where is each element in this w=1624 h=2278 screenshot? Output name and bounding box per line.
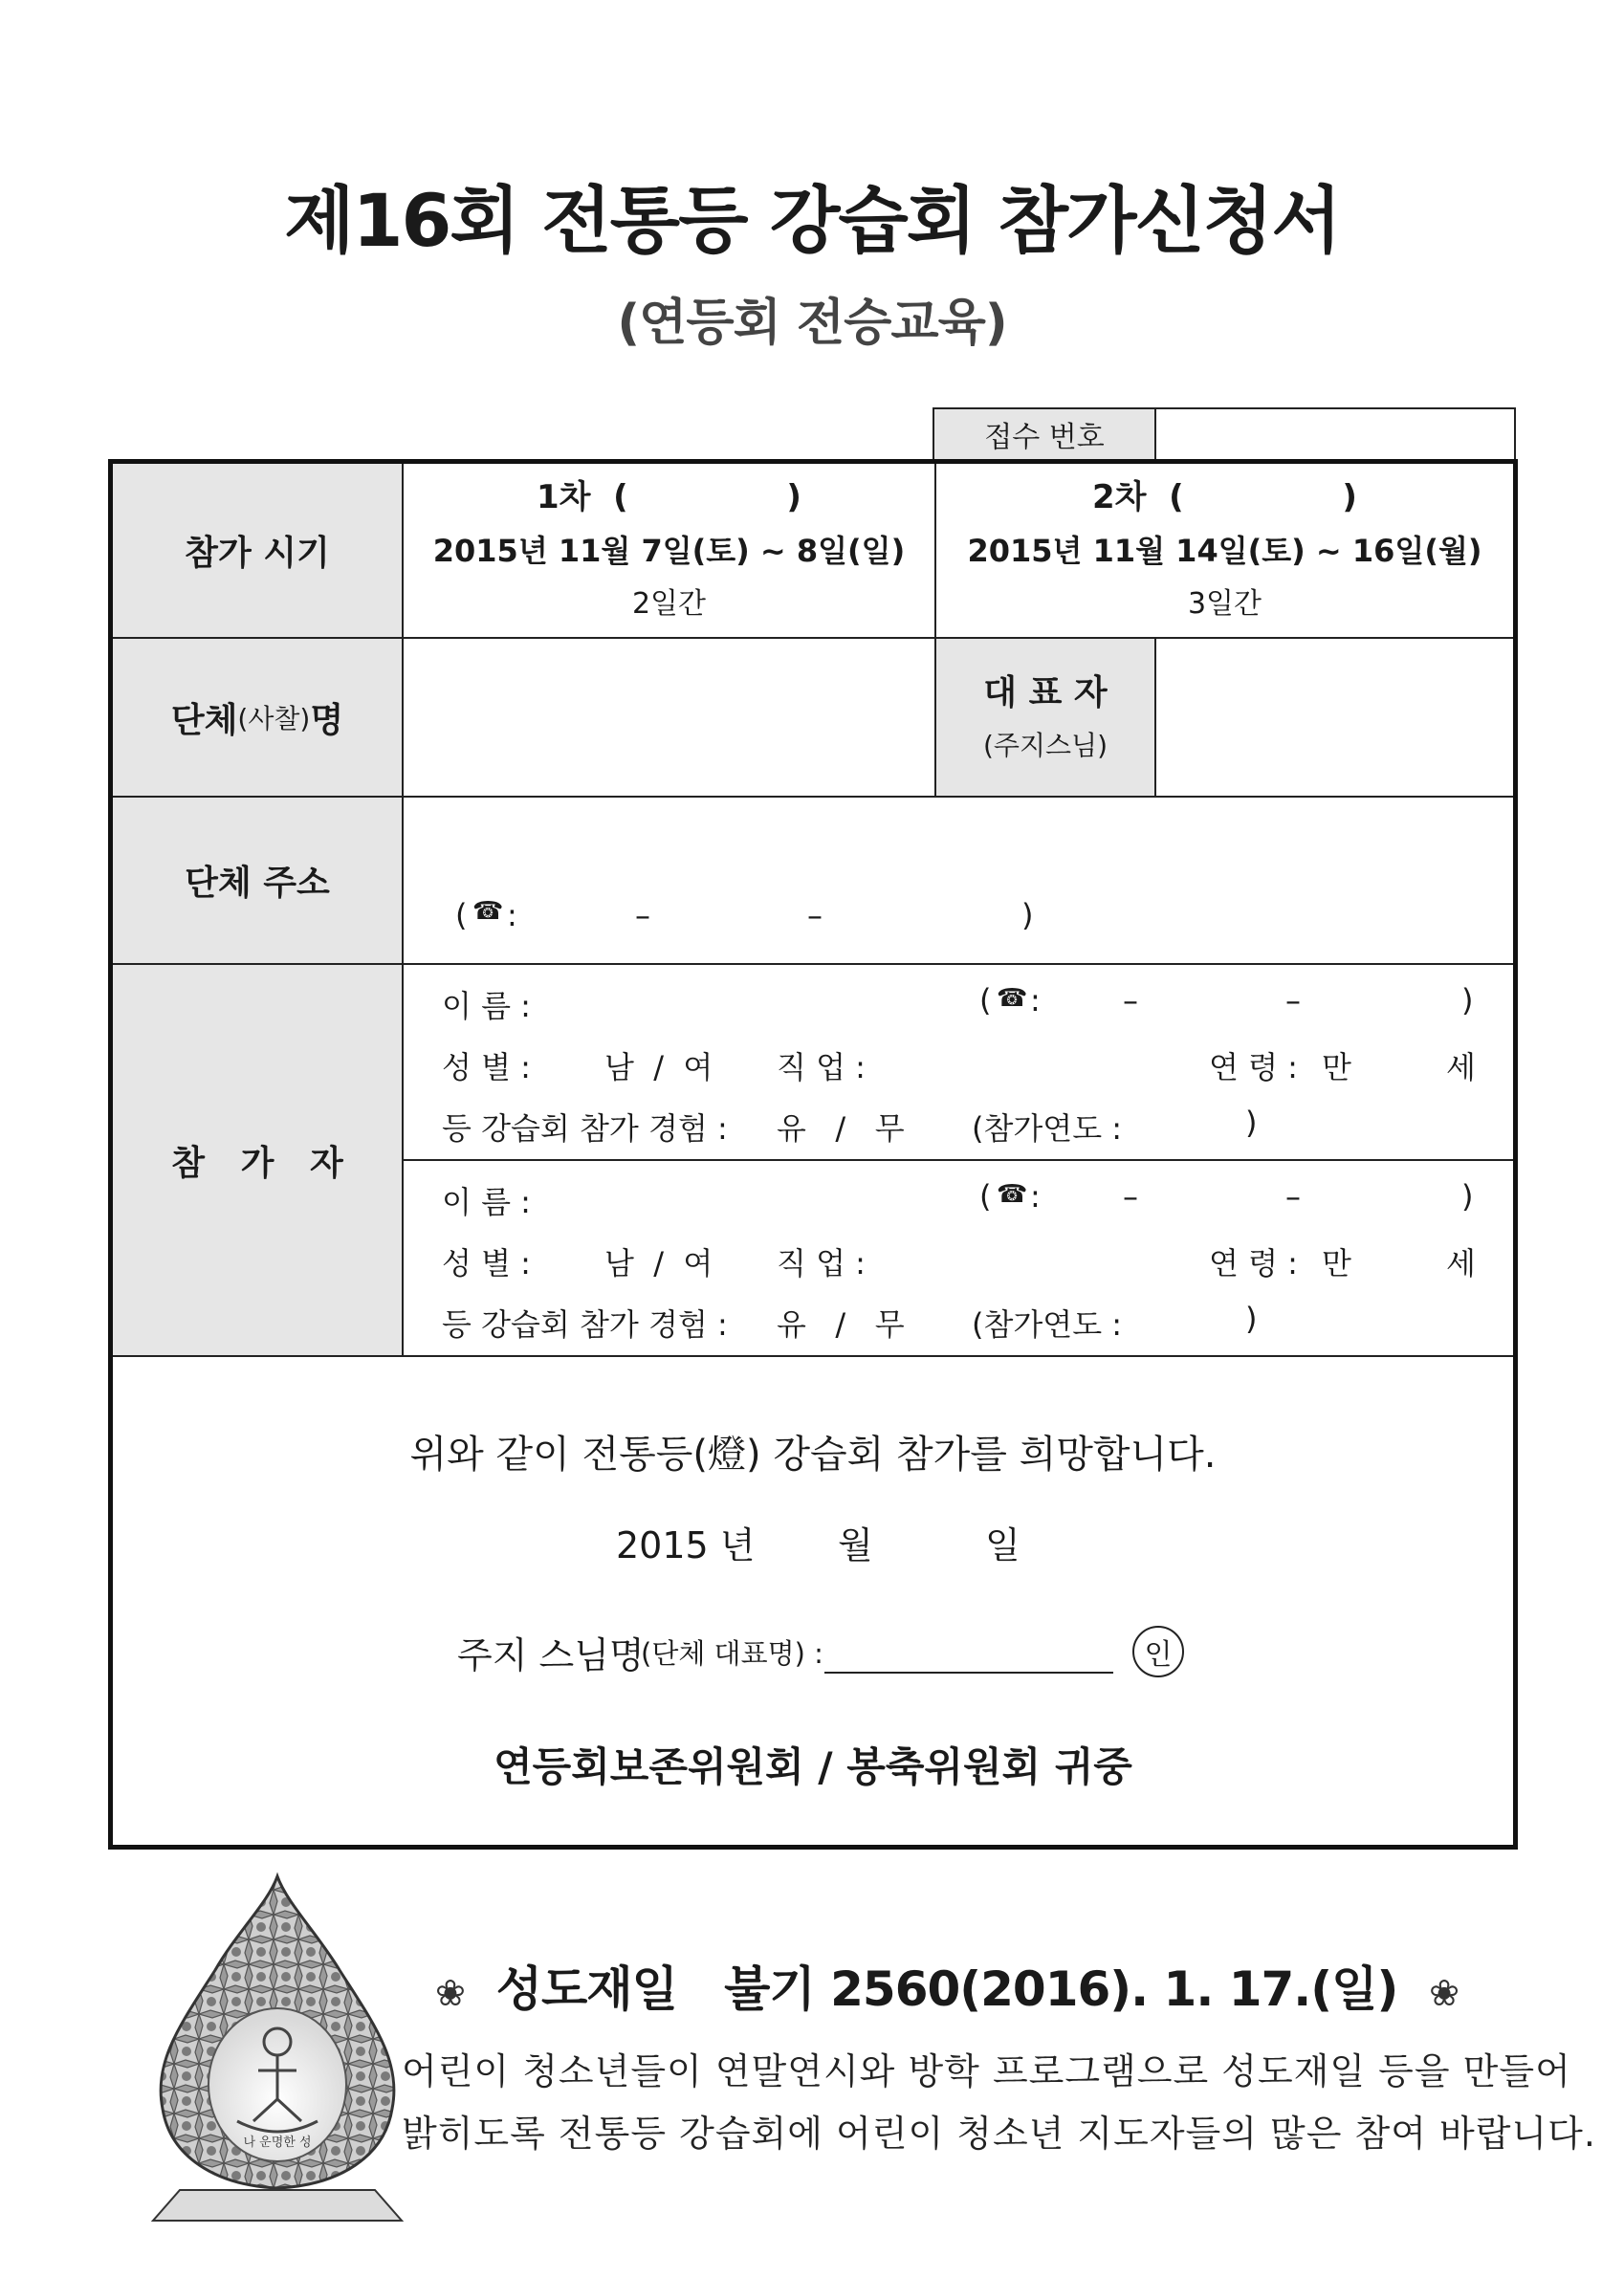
round2-cell[interactable] bbox=[936, 464, 1513, 639]
footer-line-2: 밝히도록 전통등 강습회에 어린이 청소년 지도자들의 많은 참여 바랍니다. bbox=[402, 2113, 1596, 2155]
period-label-cell bbox=[113, 464, 404, 639]
participant-2-gender-options[interactable]: 남 / 여 bbox=[604, 1245, 713, 1281]
flower-icon: ❀ bbox=[1429, 1972, 1459, 2014]
signature-line[interactable] bbox=[824, 1672, 1113, 1674]
round1-dates: 2015년 11월 7일(토) ~ 8일(일) bbox=[432, 532, 906, 569]
period-label: 참가 시기 bbox=[185, 534, 330, 573]
date-year: 2015 년 bbox=[616, 1524, 756, 1566]
participant-2-block[interactable] bbox=[404, 1161, 1513, 1357]
participant-2-job-label: 직 업 : bbox=[777, 1245, 866, 1281]
participant-1-phone-close: ) bbox=[1461, 982, 1474, 1019]
round1-duration: 2일간 bbox=[631, 586, 707, 621]
participant-2-exp-options[interactable]: 유 / 무 bbox=[777, 1306, 905, 1343]
lantern-caption: 나 운명한 성 bbox=[243, 2136, 312, 2150]
address-phone-close: ) bbox=[1021, 897, 1034, 933]
participant-2-age-prefix: 만 bbox=[1322, 1245, 1351, 1281]
seal-mark: 인 bbox=[1132, 1626, 1184, 1677]
participant-1-job-label: 직 업 : bbox=[777, 1049, 866, 1085]
representative-sublabel: (주지스님) bbox=[982, 730, 1108, 761]
participant-1-exp-label: 등 강습회 참가 경험 : bbox=[442, 1110, 728, 1147]
participant-2-year-open: (참가연도 : bbox=[972, 1306, 1123, 1343]
participant-1-age-prefix: 만 bbox=[1322, 1049, 1351, 1085]
address-phone-dash1: – bbox=[635, 897, 650, 933]
org-name-label-c: 명 bbox=[310, 700, 344, 740]
org-name-label-cell bbox=[113, 639, 404, 798]
application-form bbox=[108, 459, 1518, 1850]
lotus-lantern-illustration bbox=[124, 1865, 430, 2228]
participant-2-phone-dash1: – bbox=[1123, 1178, 1138, 1215]
participant-2-age-label: 연 령 : bbox=[1209, 1245, 1298, 1281]
address-field[interactable] bbox=[404, 798, 1513, 965]
footer-line-1: 어린이 청소년들이 연말연시와 방학 프로그램으로 성도재일 등을 만들어 bbox=[402, 2050, 1571, 2092]
org-name-label-a: 단체 bbox=[170, 700, 238, 740]
phone-icon: ☎ bbox=[997, 1180, 1028, 1209]
footer-title bbox=[402, 1951, 1492, 2020]
page-title: 제16회 전통등 강습회 참가신청서 bbox=[284, 178, 1340, 263]
sign-sublabel: (단체 대표명) : bbox=[641, 1637, 823, 1670]
receipt-number-field[interactable] bbox=[1156, 409, 1514, 459]
address-label: 단체 주소 bbox=[185, 864, 330, 903]
participant-2-age-suffix: 세 bbox=[1446, 1245, 1476, 1281]
participant-1-block[interactable] bbox=[404, 965, 1513, 1161]
org-name-label-b: (사찰) bbox=[237, 703, 311, 734]
participant-1-age-suffix: 세 bbox=[1446, 1049, 1476, 1085]
participant-1-age-label: 연 령 : bbox=[1209, 1049, 1298, 1085]
participant-2-phone-colon: : bbox=[1030, 1178, 1041, 1215]
participant-1-gender-label: 성 별 : bbox=[442, 1049, 531, 1085]
participant-2-name-label: 이 름 : bbox=[442, 1184, 531, 1220]
address-phone-open: ( bbox=[455, 897, 468, 933]
date-day: 일 bbox=[985, 1524, 1020, 1566]
flower-icon: ❀ bbox=[435, 1972, 465, 2014]
declaration-text: 위와 같이 전통등(燈) 강습회 참가를 희망합니다. bbox=[409, 1433, 1217, 1477]
participant-1-year-close: ) bbox=[1245, 1105, 1258, 1141]
participant-2-year-close: ) bbox=[1245, 1301, 1258, 1337]
participant-1-year-open: (참가연도 : bbox=[972, 1110, 1123, 1147]
address-phone-colon: : bbox=[507, 897, 517, 933]
participants-label: 참 가 자 bbox=[171, 1143, 343, 1183]
participant-1-phone-dash1: – bbox=[1123, 982, 1138, 1019]
footer-title-text: 성도재일 불기 2560(2016). 1. 17.(일) bbox=[495, 1961, 1398, 2017]
round1-cell[interactable] bbox=[404, 464, 936, 639]
phone-icon: ☎ bbox=[472, 897, 504, 926]
participant-1-phone-dash2: – bbox=[1285, 982, 1301, 1019]
participant-2-phone-dash2: – bbox=[1285, 1178, 1301, 1215]
address-label-cell bbox=[113, 798, 404, 965]
participant-2-exp-label: 등 강습회 참가 경험 : bbox=[442, 1306, 728, 1343]
participant-1-phone-colon: : bbox=[1030, 982, 1041, 1019]
participants-label-cell bbox=[113, 965, 404, 1357]
date-month: 월 bbox=[838, 1524, 873, 1566]
round2-title: 2차 ( ) bbox=[1092, 477, 1357, 516]
participant-2-gender-label: 성 별 : bbox=[442, 1245, 531, 1281]
participant-1-gender-options[interactable]: 남 / 여 bbox=[604, 1049, 713, 1085]
representative-label: 대 표 자 bbox=[983, 673, 1108, 712]
representative-field[interactable] bbox=[1156, 639, 1513, 798]
round2-dates: 2015년 11월 14일(토) ~ 16일(월) bbox=[967, 532, 1482, 569]
round1-title: 1차 ( ) bbox=[537, 477, 801, 516]
participant-1-exp-options[interactable]: 유 / 무 bbox=[777, 1110, 905, 1147]
participant-1-phone-open: ( bbox=[979, 982, 992, 1019]
org-name-field[interactable] bbox=[404, 639, 936, 798]
address-phone-dash2: – bbox=[807, 897, 823, 933]
representative-label-cell bbox=[936, 639, 1156, 798]
addressee: 연등회보존위원회 / 봉축위원회 귀중 bbox=[494, 1743, 1132, 1790]
round2-duration: 3일간 bbox=[1187, 586, 1262, 621]
sign-label: 주지 스님명 bbox=[457, 1634, 645, 1676]
participant-1-name-label: 이 름 : bbox=[442, 988, 531, 1024]
participant-2-phone-close: ) bbox=[1461, 1178, 1474, 1215]
page-subtitle: (연등회 전승교육) bbox=[617, 295, 1007, 352]
participant-2-phone-open: ( bbox=[979, 1178, 992, 1215]
receipt-number-box bbox=[933, 407, 1516, 459]
phone-icon: ☎ bbox=[997, 984, 1028, 1013]
receipt-number-label: 접수 번호 bbox=[934, 409, 1156, 459]
